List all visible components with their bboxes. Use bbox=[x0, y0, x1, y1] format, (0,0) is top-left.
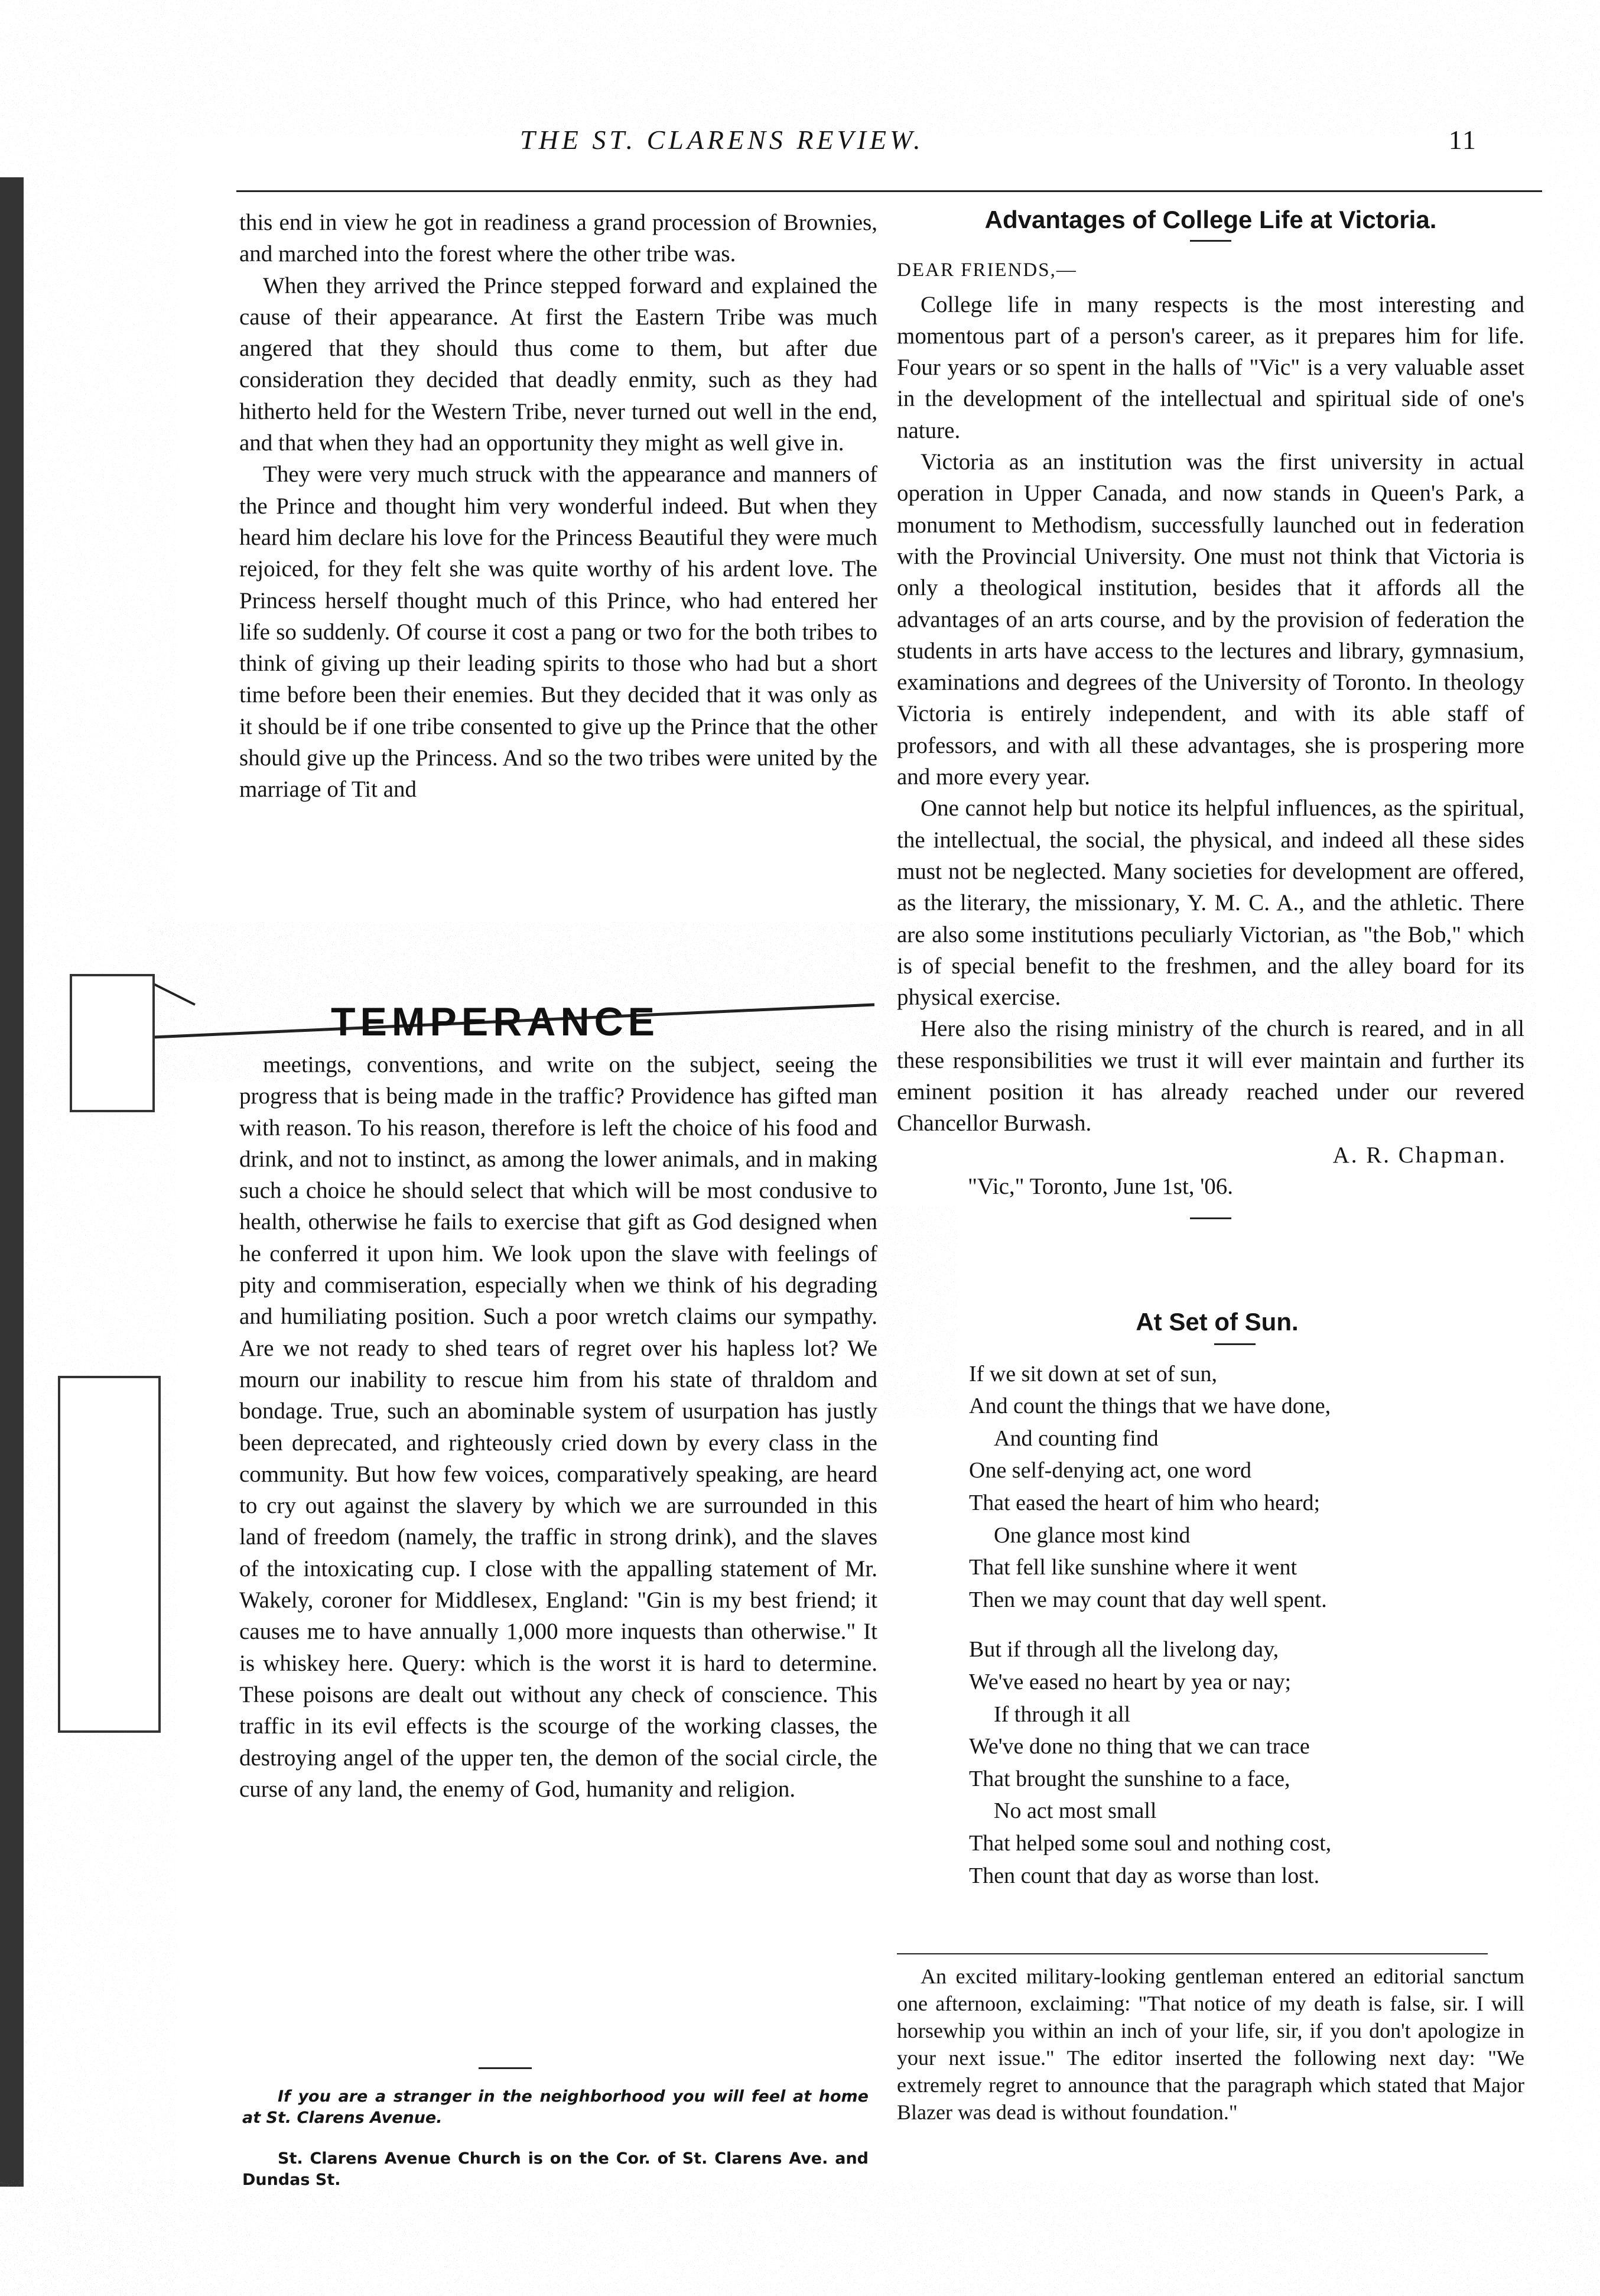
title-rule bbox=[1190, 240, 1231, 242]
left-column-story bbox=[239, 207, 877, 806]
story-paragraph: this end in view he got in readiness a grand procession of Brownies, and marched into the forest where the other tribe was. bbox=[239, 210, 877, 267]
poem-line: That fell like sunshine where it went bbox=[969, 1555, 1297, 1580]
stranger-notice: If you are a stranger in the neighborhood you will feel at home at St. Clarens Avenue. bbox=[242, 2087, 869, 2127]
poem-line: We've eased no heart by yea or nay; bbox=[969, 1669, 1292, 1694]
poem-line: One self-denying act, one word bbox=[969, 1458, 1252, 1483]
temperance-heading-text: TEMPERANCE bbox=[331, 999, 660, 1044]
poem-line: No act most small bbox=[994, 1798, 1157, 1824]
temperance-paragraph: meetings, conventions, and write on the subject, seeing the progress that is being made in the traffic? Providence has gifted man with reason. To his reason, therefore is left the choice of his food and drink, and not to instinct, as among the lower animals, and in making such a choice he should select that which will be most condusive to health, otherwise he fails to exercise that gift as God designed when he conferred it upon him. We look upon the slave with feelings of pity and commiseration, especially when we think of his degrading and humiliating position. Such a poor wretch claims our sympathy. Are we not ready to shed tears of regret over his hapless lot? We mourn our inability to rescue him from his state of thraldom and bondage. True, such an abominable system of usurpation has justly been deprecated, and righteously cried down by every class in the community. But how few voices, comparatively speaking, are heard to cry out against the slavery by which we are surrounded in this land of freedom (namely, the traffic in strong drink), and the slaves of the intoxicating cup. I close with the appalling statement of Mr. Wakely, coroner for Middlesex, England: "Gin is my best friend; it causes me to have annually 1,000 more inquests than otherwise." It is whiskey here. Query: which is the worst it is hard to determine. These poisons are dealt out without any check of conscience. This traffic in its evil effects is the scourge of the working classes, the destroying angel of the upper ten, the demon of the social circle, the curse of any land, the enemy of God, humanity and religion. bbox=[239, 1052, 877, 1802]
article-dateline: "Vic," Toronto, June 1st, '06. bbox=[968, 1173, 1234, 1199]
poem-line: That eased the heart of him who heard; bbox=[969, 1490, 1321, 1515]
temperance-article bbox=[239, 1049, 877, 1805]
anecdote bbox=[897, 1953, 1524, 2126]
dateline-rule bbox=[1190, 1217, 1231, 1219]
poem-line: Then we may count that day well spent. bbox=[969, 1587, 1327, 1612]
poem-line: If through it all bbox=[994, 1701, 1131, 1727]
church-location-notice: St. Clarens Avenue Church is on the Cor. of St. Clarens Ave. and Dundas St. bbox=[242, 2149, 869, 2189]
poem-line: We've done no thing that we can trace bbox=[969, 1734, 1310, 1759]
poem-line: One glance most kind bbox=[994, 1522, 1191, 1548]
right-column-article bbox=[897, 204, 1524, 1232]
article-paragraph: One cannot help but notice its helpful influences, as the spiritual, the intellectual, the social, the physical, and indeed all these sides must not be neglected. Many societies for development are offered, as the literary, the missionary, Y. M. C. A., and the athletic. There are also some institutions peculiarly Victorian, as "the Bob," which is of special benefit to the freshmen, and the alley board for its physical exercise. bbox=[897, 795, 1524, 1011]
salutation: DEAR FRIENDS,— bbox=[897, 259, 1077, 281]
poem-line: Then count that day as worse than lost. bbox=[969, 1863, 1320, 1888]
anecdote-paragraph: An excited military-looking gentleman entered an editorial sanctum one afternoon, exclaiming: "That notice of my death is false, sir. I will horsewhip you within an inch of your life, sir, if you don't apologize in your next issue." The editor inserted the following next day: "We extremely regret to announce that the paragraph which stated that Major Blazer was dead is without foundation." bbox=[897, 1964, 1524, 2124]
poem-line: If we sit down at set of sun, bbox=[969, 1361, 1218, 1386]
header-rule bbox=[236, 190, 1542, 192]
end-rule bbox=[479, 2067, 532, 2069]
article-paragraph: College life in many respects is the most interesting and momentous part of a person's career, as it prepares him for life. Four years or so spent in the halls of "Vic" is a very valuable asset in the development of the intellectual and spiritual side of one's nature. bbox=[897, 291, 1524, 443]
article-signature: A. R. Chapman. bbox=[1332, 1142, 1507, 1168]
poem-stanza bbox=[969, 1633, 1501, 1892]
story-paragraph: They were very much struck with the appearance and manners of the Prince and thought him very wonderful indeed. But when they heard him declare his love for the Princess Beautiful they were much rejoiced, for they felt she was quite worthy of his ardent love. The Princess herself thought much of this Prince, who had entered her life so suddenly. Of course it cost a pang or two for the both tribes to think of giving up their leading spirits to those who had but a short time before been their enemies. But they decided that it was only as it should be if one tribe consented to give up the Prince that the other should give up the Princess. And so the two tribes were united by the marriage of Tit and bbox=[239, 462, 877, 803]
poem-line: But if through all the livelong day, bbox=[969, 1637, 1279, 1662]
poem-line: That brought the sunshine to a face, bbox=[969, 1766, 1290, 1791]
temperance-heading bbox=[331, 999, 659, 1045]
poem-stanza bbox=[969, 1358, 1501, 1616]
article-paragraph: Here also the rising ministry of the church is reared, and in all these responsibilities we trust it will ever maintain and further its eminent position it has already reached under our revered Chancellor Burwash. bbox=[897, 1016, 1524, 1136]
poem-line: That helped some soul and nothing cost, bbox=[969, 1830, 1332, 1856]
anecdote-rule bbox=[897, 1953, 1488, 1954]
page-header bbox=[520, 124, 1477, 155]
poem-title: At Set of Sun. bbox=[1136, 1308, 1299, 1336]
poem bbox=[969, 1306, 1501, 1909]
poem-title-rule bbox=[1214, 1343, 1256, 1345]
poem-line: And count the things that we have done, bbox=[969, 1394, 1331, 1419]
story-paragraph: When they arrived the Prince stepped forward and explained the cause of their appearance. At first the Eastern Tribe was much angered that they should thus come to them, but after due consideration they decided that deadly enmity, such as they had hitherto held for the Western Tribe, never turned out well in the end, and that when they had an opportunity they might as well give in. bbox=[239, 272, 877, 456]
article-paragraph: Victoria as an institution was the first university in actual operation in Upper Canada, and now stands in Queen's Park, a monument to Methodism, successfully launched out in federation with the Provincial University. One must not think that Victoria is only a theological institution, besides that it affords all the advantages of an arts course, and by the provision of federation the students in arts have access to the lectures and library, gymnasium, examinations and degrees of the University of Toronto. In theology Victoria is entirely independent, and with its able staff of professors, and with all these advantages, she is prospering more and more every year. bbox=[897, 449, 1524, 790]
masthead-title: THE ST. CLARENS REVIEW. bbox=[520, 125, 924, 155]
page-number: 11 bbox=[1448, 125, 1477, 155]
poem-line: And counting find bbox=[994, 1425, 1159, 1451]
article-title: Advantages of College Life at Victoria. bbox=[984, 206, 1437, 233]
